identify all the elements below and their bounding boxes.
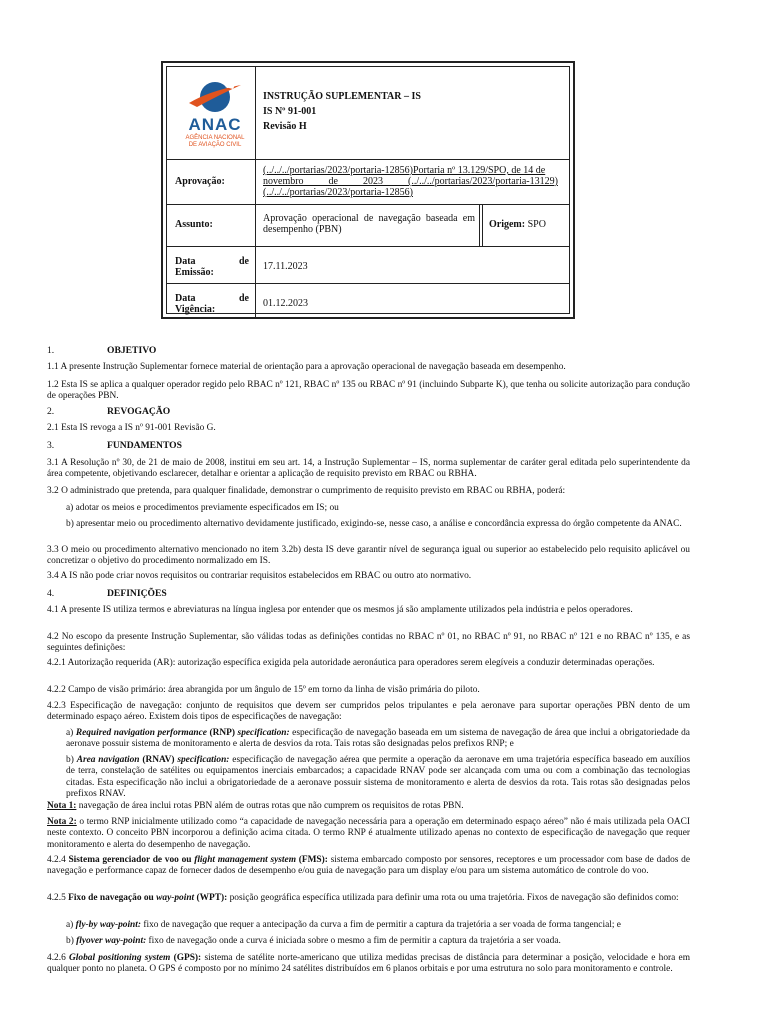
paragraph-4-2-5: 4.2.5 Fixo de navegação ou way-point (WPT): posição geográfica específica utilizada para definir uma rota ou uma trajetória. Fixos de navegação são definidos como:: [47, 893, 679, 903]
airplane-icon: [179, 77, 251, 117]
paragraph-3-4: 3.4 A IS não pode criar novos requisitos ou contrariar requisitos estabelecidos em RBAC ou outro ato normativo.: [47, 571, 472, 581]
vigencia-value: 01.12.2023: [263, 298, 308, 309]
paragraph-1-2: 1.2 Esta IS se aplica a qualquer operador regido pelo RBAC nº 121, RBAC nº 135 ou RBAC nº 91 (incluindo Subparte K), que tenha ou solicite autorização para condução de operações PBN.: [47, 380, 690, 402]
paragraph-4-2-3: 4.2.3 Especificação de navegação: conjunto de requisitos que devem ser cumpridos pelos tripulantes e pela aeronave para suportar operações PBN dento de um determinado espaço aéreo. Existem dois tipos de especificações de navegação:: [47, 701, 690, 723]
paragraph-4-2-2: 4.2.2 Campo de visão primário: área abrangida por um ângulo de 15º em torno da linha de visão primária do piloto.: [47, 685, 480, 695]
section-2-number: 2.: [47, 406, 55, 417]
paragraph-4-2-4: 4.2.4 Sistema gerenciador de voo ou flight management system (FMS): sistema embarcado composto por sensores, receptores e um processador com base de dados de navegação e performance capaz de fornecer dados de desempenho e/ou guia de navegação para um display e/ou para um sistema automático de controle do voo.: [47, 855, 691, 877]
document-number: IS Nº 91-001: [263, 106, 317, 117]
logo-subtitle: AGÊNCIA NACIONAL DE AVIAÇÃO CIVIL: [185, 135, 245, 148]
document-title: INSTRUÇÃO SUPLEMENTAR – IS: [263, 91, 421, 102]
emissao-label: Data de Emissão:: [175, 256, 249, 278]
paragraph-3-3: 3.3 O meio ou procedimento alternativo mencionado no item 3.2b) desta IS deve garantir nível de segurança igual ou superior ao estabelecido pelo requisito aplicável ou concretizar o objetivo do procedimento normalizado em IS.: [47, 545, 690, 567]
paragraph-4-2-6: 4.2.6 Global positioning system (GPS): sistema de satélite norte-americano que utiliza medidas precisas de distância para determinar a posição, velocidade e hora em qualquer ponto no planeta. O GPS é composto por no mínimo 24 satélites distribuídos em 6 planos orbitais e por uma estrutura no solo para monitoramento e controle.: [47, 953, 690, 975]
aprovacao-link-2[interactable]: novembro de 2023 (../../../portarias/2023/portaria-13129): [263, 176, 558, 187]
vigencia-row: [167, 283, 569, 317]
origem-value: SPO: [527, 219, 546, 230]
assunto-value: Aprovação operacional de navegação baseada em desempenho (PBN): [263, 213, 475, 235]
header-table: [161, 61, 575, 319]
paragraph-4-2-5b: b) flyover way-point: fixo de navegação onde a curva é iniciada sobre o mesmo a fim de permitir a captura da trajetória a ser voada.: [66, 936, 561, 946]
anac-logo: [179, 77, 251, 159]
aprovacao-label: Aprovação:: [175, 176, 225, 187]
paragraph-4-1: 4.1 A presente IS utiliza termos e abreviaturas na língua inglesa por entender que os mesmos já são amplamente utilizados pela indústria e pelos operadores.: [47, 605, 633, 615]
nota-2: Nota 2: o termo RNP inicialmente utilizado como “a capacidade de navegação necessária para a operação em determinado espaço aéreo” não é mais utilizada pela OACI neste contexto. O conceito PBN incorporou a definição acima citada. O termo RNP é atualmente utilizado apenas no contexto de especificação de navegação que requer monitoramento e alerta do desempenho de navegação.: [47, 817, 690, 850]
paragraph-3-2a: a) adotar os meios e procedimentos previamente especificados em IS; ou: [66, 503, 339, 513]
paragraph-2-1: 2.1 Esta IS revoga a IS nº 91-001 Revisão G.: [47, 423, 216, 433]
assunto-row: [167, 204, 569, 247]
emissao-row: [167, 246, 569, 284]
vigencia-label: Data de Vigência:: [175, 293, 249, 315]
paragraph-4-2-3a: a) Required navigation performance (RNP) specification: especificação de navegação baseada em um sistema de navegação de área que inclui a obrigatoriedade da aeronave possuir sistema de monitoramento e alerta de desvios da rota. Tais rotas são designadas pelos prefixos RNP; e: [66, 728, 690, 750]
paragraph-4-2: 4.2 No escopo da presente Instrução Suplementar, são válidas todas as definições contidas no RBAC nº 01, no RBAC nº 91, no RBAC nº 121 e no RBAC nº 135, e as seguintes definições:: [47, 632, 690, 654]
logo-wordmark: ANAC: [188, 115, 242, 134]
section-3-heading: FUNDAMENTOS: [107, 440, 182, 451]
document-id: [263, 89, 421, 159]
paragraph-4-2-3b: b) Area navigation (RNAV) specification: especificação de navegação aérea que permite a operação da aeronave em uma trajetória específica baseado em auxílios de terra, constelação de satélites ou equipamentos inerciais embarcados; a capacidade RNAV pode ser alcançada com uma ou com a combinação das tecnologias citadas. Esta especificação não inclui a obrigatoriedade de a aeronave possuir sistema de monitoramento e alerta de desvios da rota. Tais rotas são designadas pelos prefixos RNAV.: [66, 755, 690, 800]
section-1-number: 1.: [47, 345, 55, 356]
paragraph-4-2-5a: a) fly-by way-point: fixo de navegação que requer a antecipação da curva a fim de permitir a captura da trajetória a ser voada de forma tangencial; e: [66, 920, 621, 930]
paragraph-3-2b: b) apresentar meio ou procedimento alternativo devidamente justificado, exigindo-se, nesse caso, a análise e concordância expressa do órgão competente da ANAC.: [66, 519, 682, 529]
paragraph-4-2-1: 4.2.1 Autorização requerida (AR): autorização específica exigida pela autoridade aeronáutica para operadores serem elegíveis a conduzir determinadas operações.: [47, 658, 655, 668]
section-2-heading: REVOGAÇÃO: [107, 406, 171, 417]
aprovacao-links[interactable]: [263, 165, 569, 204]
section-1-heading: OBJETIVO: [107, 345, 157, 356]
aprovacao-row: [167, 159, 569, 205]
emissao-value: 17.11.2023: [263, 261, 308, 272]
paragraph-3-1: 3.1 A Resolução nº 30, de 21 de maio de 2008, institui em seu art. 14, a Instrução Suplementar – IS, norma suplementar de caráter geral editada pelo superintendente da área competente, objetivando esclarecer, detalhar e orientar a aplicação de requisito previsto em RBAC ou RBHA.: [47, 458, 690, 480]
section-4-number: 4.: [47, 588, 55, 599]
nota-1: Nota 1: navegação de área inclui rotas PBN além de outras rotas que não cumprem os requisitos de rotas PBN.: [47, 801, 464, 811]
origem-field: [489, 219, 546, 246]
aprovacao-link-3[interactable]: (../../../portarias/2023/portaria-12856): [263, 187, 413, 198]
origem-label: Origem:: [489, 219, 526, 230]
aprovacao-link-1[interactable]: (../../../portarias/2023/portaria-12856)Portaria nº 13.129/SPO, de 14 de: [263, 165, 546, 176]
document-revision: Revisão H: [263, 121, 307, 132]
header-title-row: [167, 67, 569, 160]
section-3-number: 3.: [47, 440, 55, 451]
paragraph-3-2: 3.2 O administrado que pretenda, para qualquer finalidade, demonstrar o cumprimento de requisito previsto em RBAC ou RBHA, poderá:: [47, 486, 566, 496]
section-4-heading: DEFINIÇÕES: [107, 588, 167, 599]
assunto-label: Assunto:: [175, 219, 213, 230]
paragraph-1-1: 1.1 A presente Instrução Suplementar fornece material de orientação para a aprovação operacional de navegação baseada em desempenho.: [47, 362, 566, 372]
